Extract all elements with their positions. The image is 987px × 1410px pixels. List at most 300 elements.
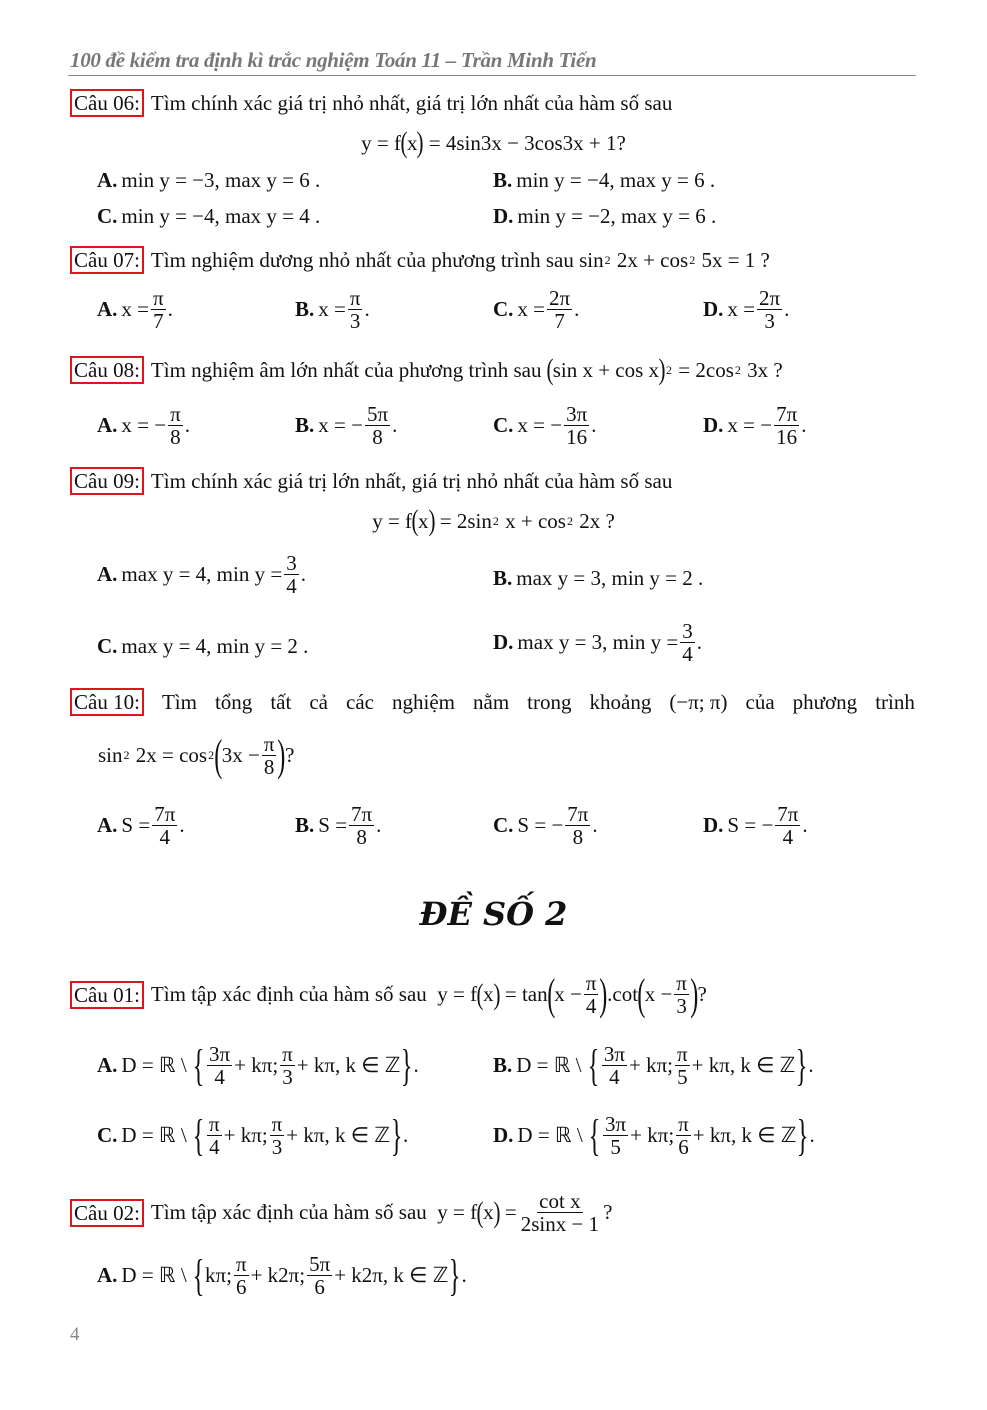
math-text: ?: [697, 982, 707, 1007]
option-c: [493, 287, 579, 332]
option-letter: C.: [97, 204, 118, 228]
question-10: [70, 688, 915, 716]
math-text: x = −: [517, 413, 563, 438]
math-text: .: [413, 1053, 419, 1078]
option-d: [493, 620, 702, 665]
math-text: D = ℝ \: [516, 1053, 587, 1078]
math-text: Tìm nghiệm dương nhỏ nhất của phương trình sau sin: [150, 247, 604, 272]
math-text: = tan: [499, 982, 548, 1007]
option-letter: C.: [493, 297, 514, 322]
superscript: 2: [689, 252, 696, 267]
fraction: [674, 972, 689, 1017]
option-a: [97, 1250, 467, 1300]
math-text: .: [809, 1123, 815, 1148]
option-content: [121, 1250, 467, 1300]
bracket: ): [277, 730, 286, 780]
question-07: [0, 246, 987, 274]
math-text: y = f: [361, 130, 401, 155]
fraction: [676, 1113, 691, 1158]
numerator: π: [676, 971, 687, 995]
numerator: 3π: [603, 1042, 625, 1066]
math-text: + kπ, k ∈ ℤ: [296, 1053, 401, 1078]
bracket: ): [658, 353, 666, 386]
option-letter: A.: [97, 168, 118, 192]
denominator: 7: [153, 309, 164, 334]
fraction: [234, 1253, 249, 1298]
numerator: 5π: [309, 1252, 331, 1276]
superscript: 2: [604, 252, 611, 267]
option-letter: A.: [97, 1263, 118, 1288]
option-content: [517, 287, 579, 332]
denominator: 16: [776, 425, 798, 450]
fraction: [207, 1113, 222, 1158]
option-content: [121, 168, 320, 193]
math-text: x −: [644, 982, 673, 1007]
math-text: S =: [121, 813, 151, 838]
fraction: [757, 287, 782, 332]
fraction: [564, 403, 589, 448]
math-text: = 2sin: [434, 508, 492, 533]
numerator: 7π: [777, 802, 799, 826]
math-text: =: [499, 1200, 517, 1225]
math-text: S = −: [727, 813, 774, 838]
question-word: cả: [309, 689, 328, 714]
numerator: 7π: [567, 802, 589, 826]
question-text: [151, 91, 672, 116]
math-text: x + cos: [499, 508, 566, 533]
math-text: x: [483, 1200, 494, 1225]
formula: [0, 504, 987, 538]
bracket: (: [476, 977, 484, 1011]
header-rule: [68, 75, 916, 76]
question-text: [151, 353, 783, 387]
denominator: 4: [682, 642, 693, 667]
option-letter: D.: [703, 813, 724, 838]
question-word: tổng: [214, 689, 253, 714]
math-text: .: [801, 413, 807, 438]
bracket: (: [476, 1195, 484, 1229]
denominator: 6: [236, 1275, 247, 1300]
math-text: x: [418, 508, 429, 533]
fraction: [584, 972, 599, 1017]
option-c: [493, 803, 598, 848]
fraction: [774, 403, 799, 448]
option-letter: B.: [493, 1053, 513, 1078]
math-text: Tìm tập xác định của hàm số sau y = f: [150, 982, 478, 1007]
running-header: 100 đề kiểm tra định kì trắc nghiệm Toán 11 – Trần Minh Tiến: [70, 48, 597, 72]
question-word: phương: [792, 689, 858, 714]
fraction: [152, 803, 177, 848]
math-text: .: [403, 1123, 409, 1148]
fraction: [207, 1043, 232, 1088]
math-text: x =: [727, 297, 756, 322]
option-letter: D.: [493, 630, 514, 655]
bracket: }: [449, 1250, 461, 1300]
bracket: ): [599, 969, 608, 1019]
question-08: [0, 353, 987, 387]
fraction: [284, 552, 299, 597]
option-content: [318, 403, 397, 448]
denominator: 4: [214, 1065, 225, 1090]
fraction: [151, 287, 166, 332]
option-content: [318, 803, 381, 848]
numerator: 2π: [759, 286, 781, 310]
math-text: .: [167, 297, 173, 322]
superscript: 2: [566, 513, 573, 528]
option-b: [295, 803, 381, 848]
option-letter: B.: [493, 168, 513, 192]
question-01: [0, 969, 987, 1019]
option-a: [97, 1040, 419, 1090]
option-d: [703, 287, 789, 332]
superscript: 2: [492, 513, 499, 528]
option-d: [703, 403, 806, 448]
section-title: ĐỀ SỐ 2: [419, 895, 568, 933]
denominator: 3: [764, 309, 775, 334]
option-content: [121, 1040, 419, 1090]
fraction: [348, 287, 363, 332]
denominator: 4: [585, 994, 597, 1019]
math-text: 2x ?: [573, 508, 615, 533]
math-text: .: [696, 630, 702, 655]
bracket: (: [637, 969, 646, 1019]
option-content: [516, 1040, 814, 1090]
option-b: [493, 1040, 814, 1090]
denominator: 4: [609, 1065, 620, 1090]
question-word: nằm: [473, 689, 510, 714]
math-text: x: [483, 982, 494, 1007]
formula: [0, 126, 987, 160]
numerator: 7π: [776, 402, 798, 426]
superscript: 2: [123, 748, 130, 763]
question-02: [0, 1190, 987, 1235]
question-text-line2: [98, 730, 987, 780]
question-label: Câu 07:: [70, 246, 144, 274]
denominator: 3: [271, 1135, 283, 1160]
question-word: trong: [527, 689, 572, 714]
option-d: [703, 803, 808, 848]
numerator: π: [585, 971, 597, 995]
math-text: x = −: [318, 413, 363, 438]
option-b: [295, 403, 397, 448]
math-text: + kπ;: [223, 1123, 268, 1148]
option-letter: C.: [493, 813, 514, 838]
fraction: [675, 1043, 690, 1088]
math-text: x: [406, 130, 418, 155]
option-content: [121, 552, 306, 597]
fraction: [775, 803, 800, 848]
math-text: x −: [554, 982, 582, 1007]
math-text: min y = −3, max y = 6 .: [121, 168, 321, 192]
denominator: 3: [349, 309, 361, 334]
math-text: 3x −: [221, 743, 260, 768]
denominator: 7: [554, 309, 565, 334]
math-text: y = f: [372, 508, 413, 533]
question-label: Câu 06:: [70, 89, 144, 117]
option-d: [493, 1110, 815, 1160]
question-text: [151, 469, 672, 494]
fraction: [262, 733, 277, 778]
math-text: + k2π, k ∈ ℤ: [334, 1263, 449, 1288]
math-text: 2x + cos: [611, 247, 689, 272]
question-label: Câu 09:: [70, 467, 144, 495]
math-text: max y = 3, min y = 2 .: [516, 566, 704, 590]
math-text: .: [784, 297, 790, 322]
bracket: }: [401, 1040, 413, 1090]
math-text: .: [591, 413, 597, 438]
numerator: π: [170, 402, 181, 426]
denominator: 16: [566, 425, 588, 450]
math-text: + k2π;: [250, 1263, 306, 1288]
math-text: min y = −4, max y = 6 .: [516, 168, 716, 192]
math-text: .: [300, 562, 306, 587]
question-text: [151, 1190, 612, 1235]
math-text: 5x = 1 ?: [696, 247, 770, 272]
math-text: min y = −2, max y = 6 .: [517, 204, 717, 228]
question-09: [0, 467, 987, 495]
math-text: .: [179, 813, 185, 838]
option-content: [121, 204, 320, 229]
math-text: .: [808, 1053, 814, 1078]
denominator: 3: [282, 1065, 293, 1090]
denominator: 4: [159, 825, 170, 850]
numerator: 7π: [154, 802, 176, 826]
math-text: = 4sin3x − 3cos3x + 1?: [423, 130, 626, 155]
numerator: 3: [286, 551, 297, 575]
option-a: [97, 403, 190, 448]
bracket: (: [411, 504, 419, 537]
option-letter: A.: [97, 813, 118, 838]
math-text: .cot: [607, 982, 639, 1007]
option-a: [97, 552, 306, 597]
math-text: sin x + cos x: [552, 357, 660, 382]
numerator: π: [349, 286, 361, 310]
math-text: + kπ, k ∈ ℤ: [692, 1123, 797, 1148]
fraction: [680, 620, 695, 665]
option-d: [493, 204, 716, 229]
option-letter: C.: [97, 1123, 118, 1148]
fraction: [547, 287, 572, 332]
option-content: [517, 803, 597, 848]
question-word: tất: [270, 689, 292, 714]
denominator: 5: [677, 1065, 688, 1090]
option-letter: B.: [493, 566, 513, 590]
denominator: 4: [782, 825, 794, 850]
option-c: [97, 634, 308, 659]
math-text: Tìm tập xác định của hàm số sau y = f: [150, 1200, 478, 1225]
superscript: 2: [734, 362, 741, 377]
bracket: ): [493, 977, 501, 1011]
option-letter: D.: [493, 1123, 514, 1148]
bracket: {: [192, 1040, 205, 1090]
bracket: {: [192, 1110, 205, 1160]
math-text: max y = 4, min y =: [121, 562, 283, 587]
numerator: 3π: [566, 402, 588, 426]
option-a: [97, 287, 173, 332]
option-letter: A.: [97, 413, 118, 438]
math-text: + kπ, k ∈ ℤ: [691, 1053, 796, 1078]
option-letter: C.: [97, 634, 118, 658]
math-text: .: [184, 413, 190, 438]
denominator: 8: [170, 425, 181, 450]
math-text: .: [802, 813, 808, 838]
denominator: 8: [572, 825, 584, 850]
question-text: [150, 969, 707, 1019]
fraction: [270, 1113, 285, 1158]
option-letter: A.: [97, 1053, 118, 1078]
math-text: ?: [603, 1200, 613, 1225]
numerator: π: [235, 1252, 247, 1276]
math-text: .: [376, 813, 382, 838]
numerator: π: [263, 732, 275, 756]
math-text: .: [392, 413, 398, 438]
option-content: [121, 287, 172, 332]
option-c: [97, 1110, 409, 1160]
numerator: π: [209, 1112, 220, 1136]
question-label: Câu 01:: [70, 981, 144, 1009]
math-text: D = ℝ \: [121, 1053, 192, 1078]
numerator: cot x: [539, 1189, 581, 1213]
question-label: Câu 10:: [70, 688, 144, 716]
math-text: + kπ;: [630, 1123, 675, 1148]
option-letter: B.: [295, 297, 315, 322]
fraction: [565, 803, 590, 848]
numerator: 3: [682, 619, 693, 643]
option-letter: D.: [493, 204, 514, 228]
denominator: 5: [610, 1135, 621, 1160]
math-text: D = ℝ \: [121, 1263, 192, 1288]
fraction: [168, 403, 183, 448]
numerator: 3π: [209, 1042, 231, 1066]
math-text: + kπ, k ∈ ℤ: [286, 1123, 390, 1148]
math-text: Tìm chính xác giá trị lớn nhất, giá trị nhỏ nhất của hàm số sau: [150, 468, 673, 493]
math-text: Tìm nghiệm âm lớn nhất của phương trình sau: [150, 357, 547, 382]
question-label: Câu 02:: [70, 1199, 144, 1227]
option-content: [727, 287, 789, 332]
option-content: [727, 403, 806, 448]
math-text: S =: [318, 813, 348, 838]
option-content: [121, 634, 308, 659]
option-b: [493, 168, 715, 193]
bracket: {: [587, 1040, 600, 1090]
numerator: 5π: [366, 402, 389, 426]
fraction: [365, 403, 390, 448]
math-text: x =: [517, 297, 546, 322]
option-b: [295, 287, 370, 332]
denominator: 8: [263, 755, 275, 780]
math-text: x =: [121, 297, 150, 322]
bracket: }: [796, 1040, 808, 1090]
bracket: ): [428, 504, 436, 537]
option-content: [121, 1110, 409, 1160]
question-label: Câu 08:: [70, 356, 144, 384]
math-text: .: [574, 297, 580, 322]
superscript: 2: [208, 748, 215, 763]
bracket: (: [546, 353, 554, 386]
bracket: (: [214, 730, 223, 780]
option-content: [516, 566, 703, 591]
option-content: [517, 204, 716, 229]
option-letter: B.: [295, 813, 315, 838]
math-text: min y = −4, max y = 4 .: [121, 204, 321, 228]
math-text: kπ;: [205, 1263, 232, 1288]
math-text: x = −: [727, 413, 773, 438]
math-text: + kπ;: [628, 1053, 674, 1078]
question-word: (−π; π): [669, 689, 728, 714]
denominator: 2sinx − 1: [520, 1212, 600, 1237]
option-letter: C.: [493, 413, 514, 438]
bracket: }: [390, 1110, 403, 1160]
option-content: [516, 168, 715, 193]
fraction: [519, 1190, 601, 1235]
bracket: (: [400, 126, 408, 159]
option-content: [727, 803, 807, 848]
question-06: [0, 89, 987, 117]
math-text: 2x = cos: [130, 743, 208, 768]
bracket: {: [588, 1110, 601, 1160]
bracket: (: [546, 969, 555, 1019]
bracket: ): [690, 969, 699, 1019]
question-word: Tìm: [161, 689, 197, 714]
question-word: trình: [875, 689, 915, 714]
math-text: .: [364, 297, 370, 322]
option-a: [97, 168, 320, 193]
option-c: [493, 403, 596, 448]
numerator: 7π: [351, 802, 373, 826]
math-text: ?: [285, 743, 295, 768]
fraction: [307, 1253, 332, 1298]
fraction: [280, 1043, 295, 1088]
option-content: [121, 803, 184, 848]
math-text: max y = 3, min y =: [517, 630, 679, 655]
option-content: [517, 403, 596, 448]
bracket: ): [493, 1195, 501, 1229]
math-text: D = ℝ \: [517, 1123, 588, 1148]
math-text: = 2cos: [673, 357, 734, 382]
fraction: [603, 1113, 628, 1158]
numerator: 2π: [549, 286, 571, 310]
denominator: 6: [314, 1275, 325, 1300]
numerator: π: [271, 1112, 283, 1136]
option-letter: A.: [97, 297, 118, 322]
option-content: [517, 620, 702, 665]
numerator: π: [282, 1042, 293, 1066]
bracket: ): [416, 126, 424, 159]
math-text: x =: [318, 297, 346, 322]
numerator: 3π: [605, 1112, 627, 1136]
math-text: Tìm chính xác giá trị nhỏ nhất, giá trị lớn nhất của hàm số sau: [150, 90, 673, 115]
math-text: D = ℝ \: [121, 1123, 192, 1148]
fraction: [602, 1043, 627, 1088]
denominator: 8: [356, 825, 367, 850]
option-b: [493, 566, 703, 591]
option-letter: A.: [97, 562, 118, 587]
denominator: 3: [676, 994, 687, 1019]
bracket: {: [192, 1250, 205, 1300]
option-letter: B.: [295, 413, 315, 438]
question-word: nghiệm: [391, 689, 455, 714]
question-word: khoảng: [589, 689, 652, 714]
math-text: max y = 4, min y = 2 .: [121, 634, 309, 658]
math-text: .: [461, 1263, 467, 1288]
math-text: .: [592, 813, 598, 838]
math-text: x = −: [121, 413, 167, 438]
math-text: S = −: [517, 813, 564, 838]
math-text: 3x ?: [741, 357, 783, 382]
denominator: 4: [209, 1135, 220, 1160]
numerator: π: [678, 1112, 689, 1136]
bracket: }: [797, 1110, 809, 1160]
